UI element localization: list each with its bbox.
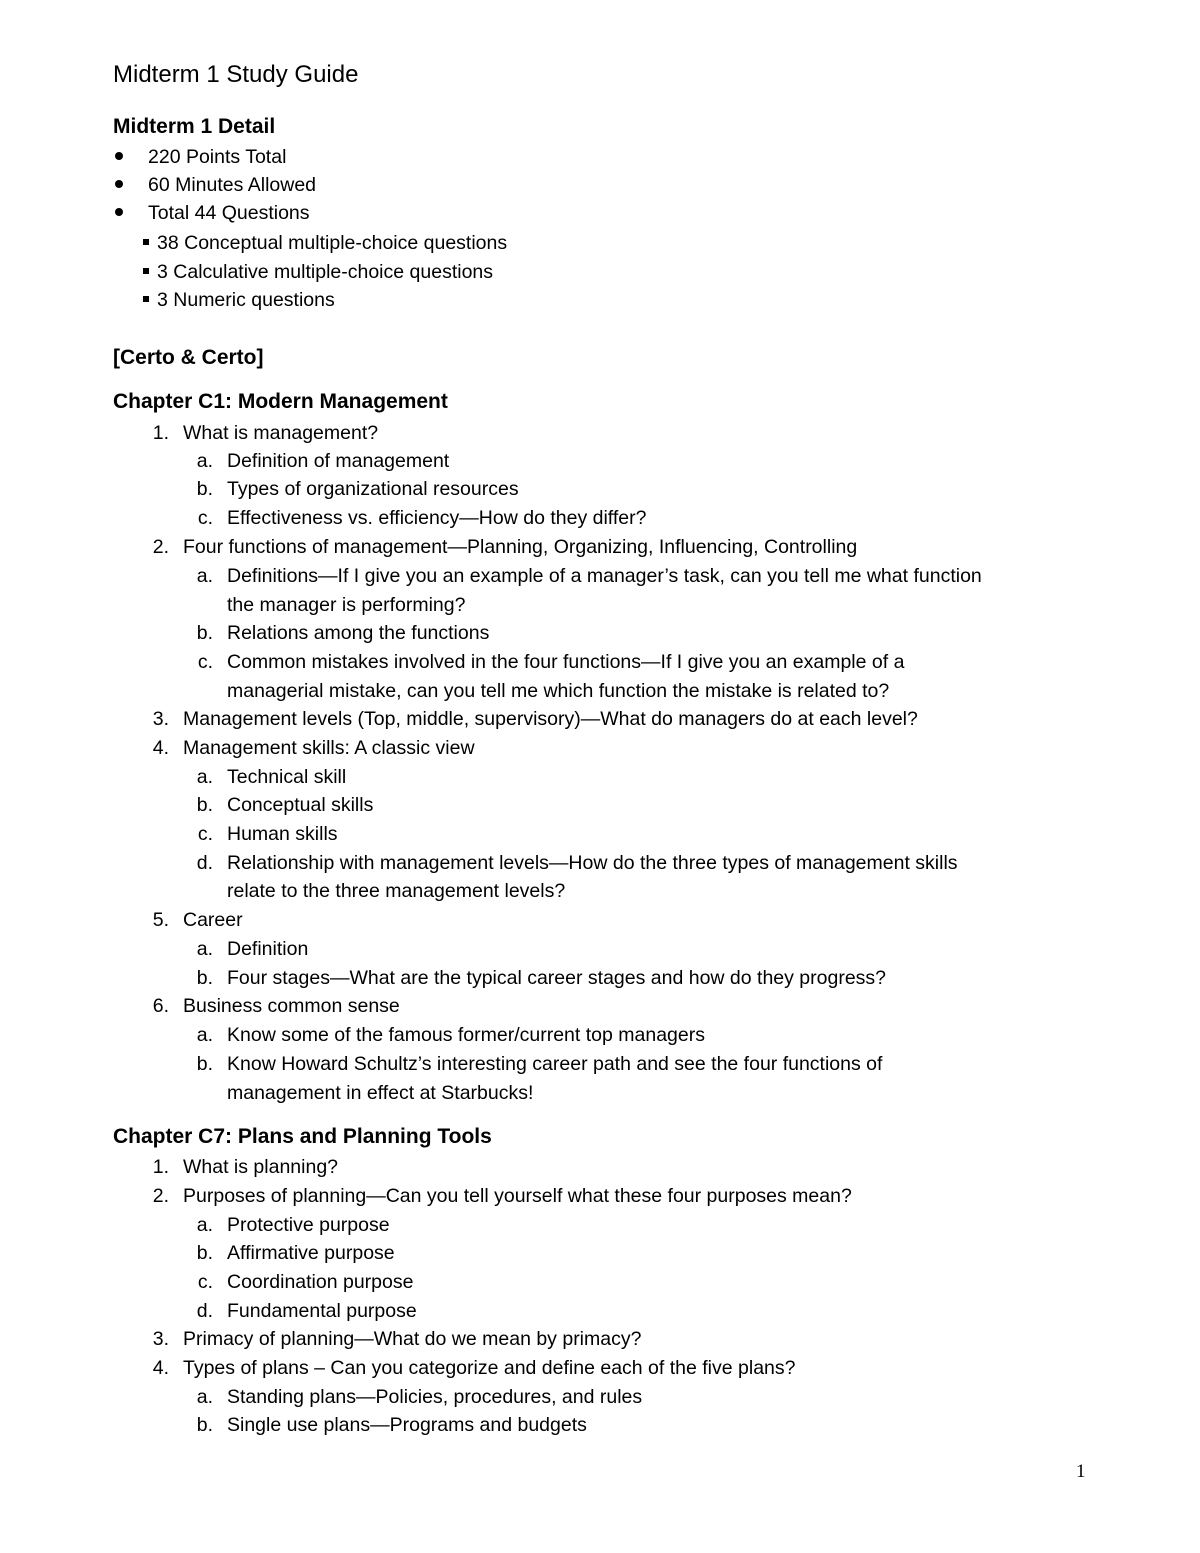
list-marker: 2. [152,1185,169,1207]
list-marker: b. [196,1414,213,1436]
list-item: Definition [227,938,309,960]
list-marker: a. [196,938,213,960]
list-marker: c. [197,651,213,673]
detail-bullet: 60 Minutes Allowed [148,174,317,196]
list-marker: b. [196,622,213,644]
list-item: Four stages—What are the typical career stages and how do they progress? [227,967,887,989]
document-title: Midterm 1 Study Guide [113,61,359,88]
list-marker: b. [196,1053,213,1075]
list-marker: b. [196,1242,213,1264]
list-item-continuation: managerial mistake, can you tell me which function the mistake is related to? [227,680,890,702]
list-item: Primacy of planning—What do we mean by primacy? [183,1328,642,1350]
list-marker: d. [196,852,213,874]
detail-sub-bullet: 38 Conceptual multiple-choice questions [157,232,508,254]
detail-sub-bullet: 3 Calculative multiple-choice questions [157,261,494,283]
list-item-continuation: management in effect at Starbucks! [227,1082,534,1104]
list-item: Purposes of planning—Can you tell yourself what these four purposes mean? [183,1185,852,1207]
list-item: Know some of the famous former/current top managers [227,1024,705,1046]
list-marker: 4. [152,1357,169,1379]
square-bullet-icon [143,239,149,245]
list-item: Know Howard Schultz’s interesting career path and see the four functions of [227,1053,883,1075]
bullet-icon [115,152,123,160]
list-item: Types of organizational resources [227,478,519,500]
chapter-c7-heading: Chapter C7: Plans and Planning Tools [113,1125,492,1148]
list-marker: 1. [152,422,169,444]
list-marker: b. [196,794,213,816]
page-number: 1 [1076,1461,1086,1482]
list-item: Affirmative purpose [227,1242,395,1264]
list-marker: c. [197,823,213,845]
list-item-continuation: the manager is performing? [227,594,466,616]
list-marker: 2. [152,536,169,558]
list-marker: 5. [152,909,169,931]
list-marker: 4. [152,737,169,759]
list-marker: 6. [152,995,169,1017]
bullet-icon [115,180,123,188]
list-item: Management skills: A classic view [183,737,475,759]
list-marker: c. [197,1271,213,1293]
square-bullet-icon [143,268,149,274]
list-item: Management levels (Top, middle, supervisory)—What do managers do at each level? [183,708,918,730]
list-marker: a. [196,1386,213,1408]
list-item: Single use plans—Programs and budgets [227,1414,587,1436]
chapter-c1-heading: Chapter C1: Modern Management [113,390,448,413]
list-marker: b. [196,478,213,500]
list-marker: a. [196,766,213,788]
list-marker: d. [196,1300,213,1322]
list-marker: a. [196,1214,213,1236]
list-item: Coordination purpose [227,1271,414,1293]
list-item: Relations among the functions [227,622,490,644]
list-item: Business common sense [183,995,400,1017]
list-marker: c. [197,507,213,529]
detail-bullet: Total 44 Questions [148,202,310,224]
list-item: Four functions of management—Planning, Organizing, Influencing, Controlling [183,536,858,558]
list-item: Effectiveness vs. efficiency—How do they differ? [227,507,647,529]
list-marker: 3. [152,1328,169,1350]
list-item: Types of plans – Can you categorize and define each of the five plans? [183,1357,796,1379]
square-bullet-icon [143,296,149,302]
list-marker: b. [196,967,213,989]
list-item: Definition of management [227,450,450,472]
list-marker: a. [196,565,213,587]
list-marker: 3. [152,708,169,730]
detail-heading: Midterm 1 Detail [113,115,276,138]
list-item: Human skills [227,823,338,845]
list-item: Conceptual skills [227,794,374,816]
list-item-continuation: relate to the three management levels? [227,880,566,902]
list-item: Relationship with management levels—How do the three types of management skills [227,852,958,874]
list-marker: a. [196,450,213,472]
list-item: Standing plans—Policies, procedures, and rules [227,1386,643,1408]
list-item: Definitions—If I give you an example of a manager’s task, can you tell me what function [227,565,982,587]
list-marker: a. [196,1024,213,1046]
bullet-icon [115,208,123,216]
list-item: Fundamental purpose [227,1300,417,1322]
detail-bullet: 220 Points Total [148,146,287,168]
list-item: Protective purpose [227,1214,390,1236]
list-marker: 1. [152,1156,169,1178]
list-item: Common mistakes involved in the four functions—If I give you an example of a [227,651,905,673]
list-item: What is planning? [183,1156,339,1178]
source-heading: [Certo & Certo] [113,346,264,369]
list-item: What is management? [183,422,379,444]
list-item: Technical skill [227,766,347,788]
list-item: Career [183,909,243,931]
detail-sub-bullet: 3 Numeric questions [157,289,335,311]
